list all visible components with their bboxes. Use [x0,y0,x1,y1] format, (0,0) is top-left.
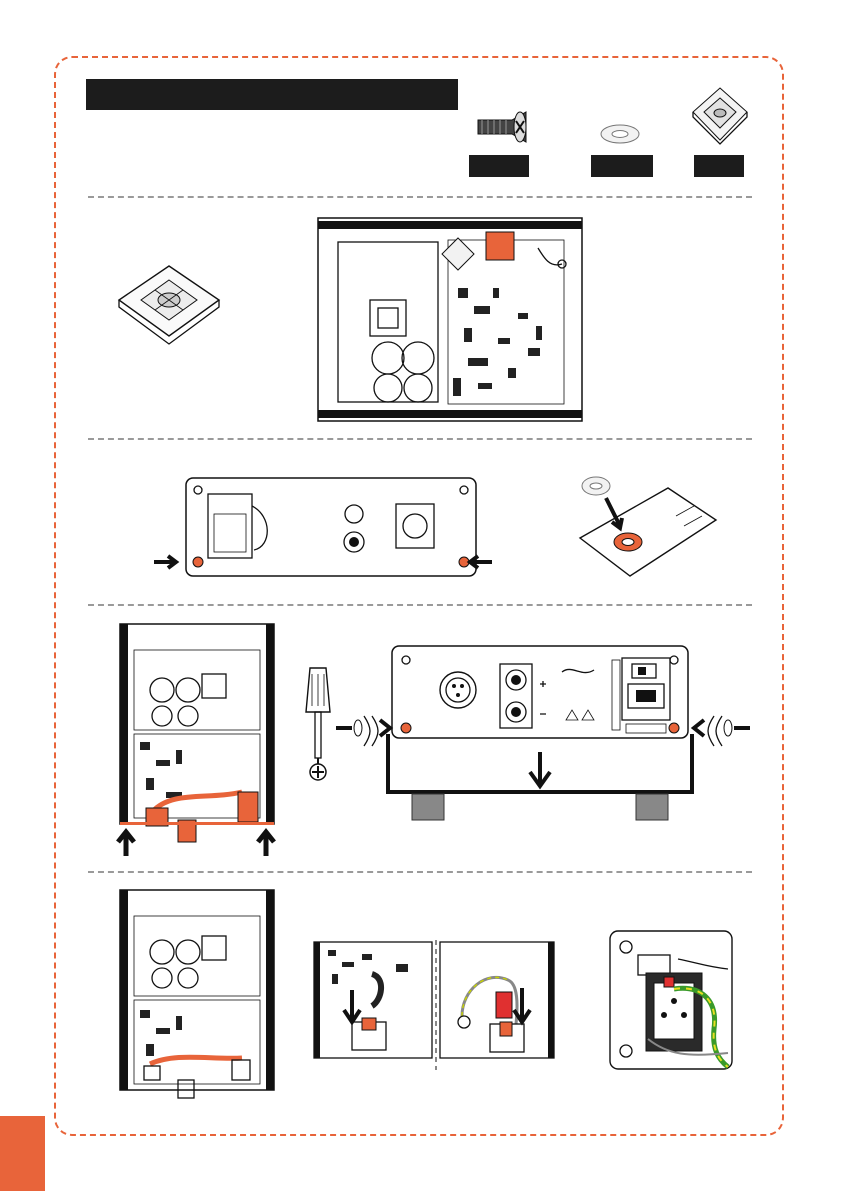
rear-panel-with-washers [154,476,492,580]
screwdriver-icon [300,666,340,784]
cable-tie-mount-icon [690,84,750,146]
amplifier-board-top-view [318,218,582,421]
screw-icon [470,106,530,150]
enclosure-top-view-step3 [116,622,278,858]
washer-label [591,155,653,177]
washer-icon [598,122,642,146]
connector-insertion-detail [312,940,556,1070]
step-divider-4 [88,871,752,873]
cable-tie-mount-large-illustration [115,262,223,346]
rear-panel-assembly-step3 [336,642,750,828]
washer-insertion-detail [576,468,718,578]
cable-tie-mount-label [694,155,744,177]
enclosure-top-view-step4 [116,888,278,1108]
step-divider-1 [88,196,752,198]
page-number-tab [0,1116,45,1191]
step-divider-2 [88,438,752,440]
page-title [86,79,458,110]
iec-inlet-earth-wiring-detail [608,929,734,1071]
screw-label [469,155,529,177]
step-divider-3 [88,604,752,606]
